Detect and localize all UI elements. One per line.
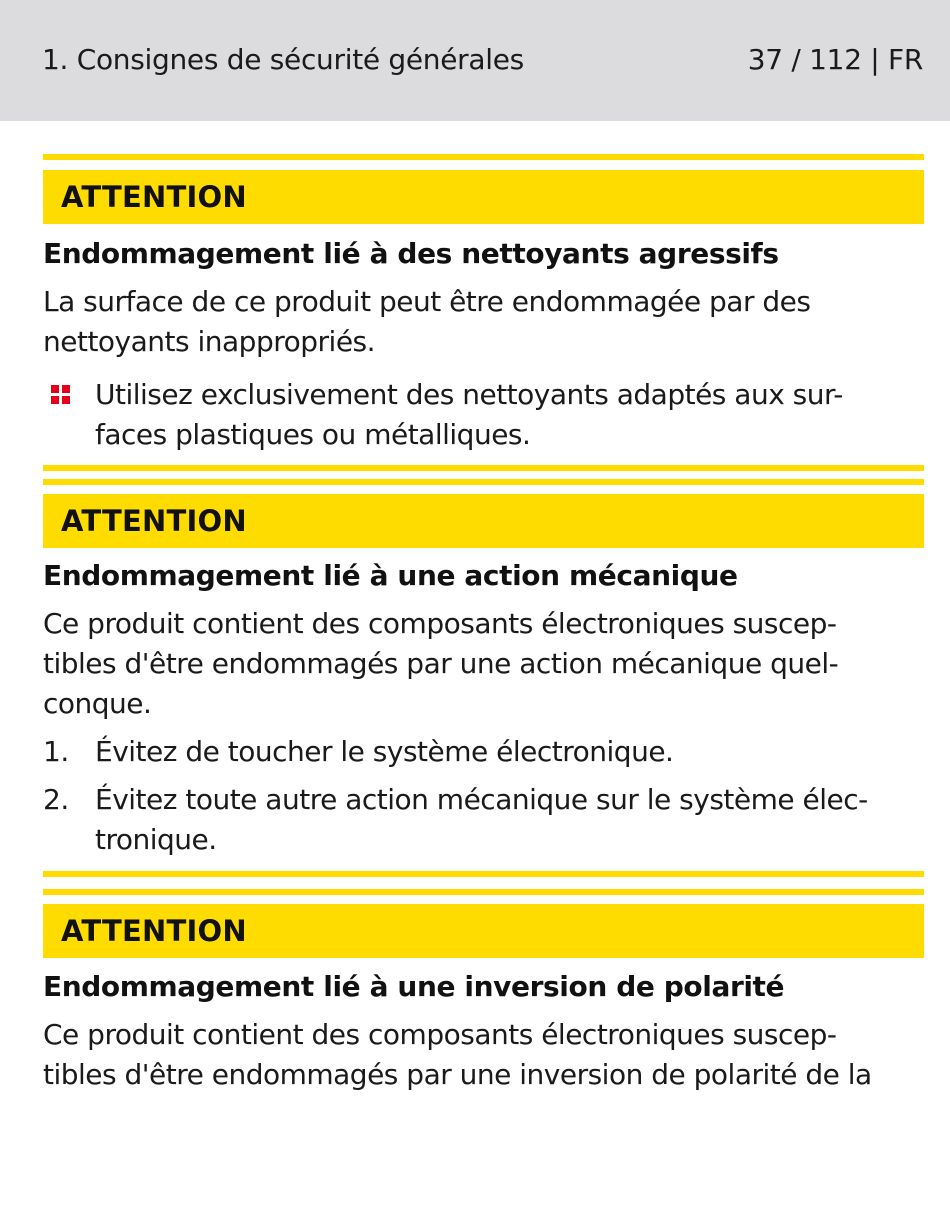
warning-label: ATTENTION bbox=[61, 914, 247, 948]
notice-top-rule bbox=[43, 154, 924, 160]
page-header bbox=[0, 0, 950, 121]
step-number: 1. bbox=[43, 735, 69, 768]
step-text-line: tronique. bbox=[95, 823, 217, 856]
step-number: 2. bbox=[43, 783, 69, 816]
step-text-line: Évitez toute autre action mécanique sur le système élec- bbox=[95, 783, 868, 816]
warning-label: ATTENTION bbox=[61, 504, 247, 538]
warning-bar bbox=[43, 904, 924, 958]
bullet-text-line: faces plastiques ou métalliques. bbox=[95, 418, 531, 451]
notice-paragraph bbox=[43, 1015, 924, 1095]
numbered-step bbox=[43, 780, 924, 860]
step-text-line: Évitez de toucher le système électronique. bbox=[95, 735, 674, 768]
warning-notice-polarity bbox=[43, 889, 924, 1095]
bullet-text-line: Utilisez exclusivement des nettoyants adaptés aux sur- bbox=[95, 378, 843, 411]
notice-title: Endommagement lié à une inversion de polarité bbox=[43, 970, 785, 1003]
notice-paragraph bbox=[43, 604, 924, 724]
paragraph-line: tibles d'être endommagés par une inversion de polarité de la bbox=[43, 1058, 872, 1091]
notice-title: Endommagement lié à des nettoyants agressifs bbox=[43, 237, 779, 270]
red-square-bullet-icon bbox=[51, 385, 71, 405]
numbered-step bbox=[43, 732, 924, 772]
bullet-item bbox=[43, 375, 924, 455]
notice-top-rule bbox=[43, 889, 924, 895]
warning-notice-cleaners bbox=[43, 154, 924, 471]
notice-bottom-rule bbox=[43, 871, 924, 877]
section-title: 1. Consignes de sécurité générales bbox=[42, 43, 524, 76]
notice-bottom-rule bbox=[43, 465, 924, 471]
warning-notice-mechanical bbox=[43, 479, 924, 877]
notice-paragraph: La surface de ce produit peut être endommagée par des nettoyants inappropriés. bbox=[43, 285, 811, 358]
paragraph-line: tibles d'être endommagés par une action mécanique quel- bbox=[43, 647, 839, 680]
warning-label: ATTENTION bbox=[61, 180, 247, 214]
paragraph-line: Ce produit contient des composants électroniques suscep- bbox=[43, 1018, 837, 1051]
paragraph-line: Ce produit contient des composants électroniques suscep- bbox=[43, 607, 837, 640]
notice-title: Endommagement lié à une action mécanique bbox=[43, 559, 738, 592]
warning-bar bbox=[43, 494, 924, 548]
paragraph-line: conque. bbox=[43, 687, 152, 720]
notice-top-rule bbox=[43, 479, 924, 485]
page-number: 37 / 112 | FR bbox=[747, 43, 923, 76]
warning-bar bbox=[43, 170, 924, 224]
